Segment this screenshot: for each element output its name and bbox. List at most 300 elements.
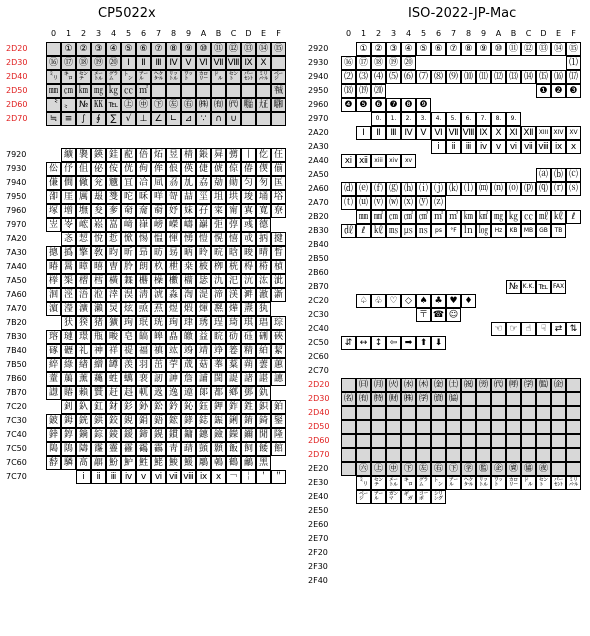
char-cell: 郞 [196,386,211,400]
char-cell: ￢ [226,470,241,484]
char-cell: 銧 [76,414,91,428]
char-cell: ⑩ [491,42,506,56]
char-cell [446,434,461,448]
char-cell: ⑾ [476,70,491,84]
char-cell: 惞 [121,232,136,246]
column-header: B [215,29,222,38]
char-cell: 釮 [106,400,121,414]
char-cell: 礰 [61,344,76,358]
char-cell: 賴 [76,386,91,400]
char-cell [431,238,446,252]
char-cell [506,266,521,280]
char-cell: ㈮ [431,378,446,392]
char-cell [551,560,566,574]
char-cell: ⅶ [166,470,181,484]
char-cell: ☎ [432,310,445,320]
char-cell: 絜 [271,344,286,358]
char-cell: ㈱ [196,98,211,112]
char-cell [46,400,61,414]
row-label: 7920 [6,150,27,159]
char-cell [476,294,491,308]
char-cell: ⒤ [416,182,431,196]
char-cell: 鉷 [91,414,106,428]
char-cell: 嵓 [106,218,121,232]
char-cell [506,336,521,350]
char-cell: ㎱ [416,224,431,238]
char-cell: 炅 [106,302,121,316]
char-cell [491,294,506,308]
char-cell: 匇 [256,176,271,190]
char-cell: 釚 [256,386,271,400]
char-cell: 﨓 [256,260,271,274]
char-cell: ⒀ [506,70,521,84]
char-cell: ㌦ [521,476,536,490]
char-cell: 錂 [106,428,121,442]
char-cell: Ⅺ [506,126,521,140]
char-cell: ㎤ [416,210,431,224]
char-cell [476,336,491,350]
char-cell: ⒫ [521,182,536,196]
char-cell [431,266,446,280]
char-cell [446,448,461,462]
char-cell: 皜 [136,330,151,344]
char-cell [521,392,536,406]
char-cell: ⑽ [461,70,476,84]
char-cell [521,238,536,252]
char-cell: 鋹 [196,148,211,162]
char-cell: 嶹 [181,218,196,232]
char-cell [536,518,551,532]
char-cell: ⑰ [356,56,371,70]
char-cell [446,490,461,504]
char-cell: ㎠ [401,210,416,224]
row-label: 7940 [6,178,27,187]
char-cell: ㈶ [386,392,401,406]
char-cell: 暲 [76,260,91,274]
char-cell: 鋻 [271,414,286,428]
char-cell [46,316,61,330]
char-cell: 皂 [121,330,136,344]
char-cell: 峵 [76,218,91,232]
char-cell [566,406,581,420]
char-cell: 靑 [166,442,181,456]
char-cell: ㎘ [371,224,386,238]
char-cell [341,140,356,154]
char-cell: ⑴ [566,56,581,70]
char-cell: ㌍ [506,476,521,490]
char-cell: ⒠ [356,182,371,196]
char-cell: 橳 [136,274,151,288]
char-cell: ⅻ [356,154,371,168]
char-cell: 涖 [91,288,106,302]
char-cell: ⑧ [461,42,476,56]
char-cell: 巐 [196,218,211,232]
row-label: 2A70 [308,198,329,207]
char-cell [356,112,371,126]
char-cell [341,168,356,182]
char-cell: ⅰ [76,470,91,484]
char-cell: ⑪ [211,42,226,56]
char-cell: 錥 [241,414,256,428]
char-cell [506,252,521,266]
char-cell [506,546,521,560]
char-cell: 3. [416,112,431,126]
char-cell [551,308,566,322]
char-cell: ❽ [401,98,416,112]
char-cell: ⬇ [431,336,446,350]
column-header: D [245,29,252,38]
row-label: 2C20 [308,296,329,305]
row-label: 7B50 [6,360,27,369]
char-cell [521,84,536,98]
row-label: 2A60 [308,184,329,193]
char-cell [476,448,491,462]
char-cell: 神 [91,344,106,358]
char-cell [461,196,476,210]
char-cell: xiii [371,154,386,168]
char-cell [461,252,476,266]
char-cell [551,392,566,406]
char-cell: 綷 [46,358,61,372]
char-cell [341,238,356,252]
char-cell: 厓 [61,190,76,204]
char-cell: ∮ [91,112,106,126]
char-cell: 橾 [151,274,166,288]
char-cell [506,490,521,504]
char-cell [506,392,521,406]
char-cell: Ⅱ [371,126,386,140]
char-cell [46,470,61,484]
char-cell [356,434,371,448]
char-cell [446,546,461,560]
char-cell: ⅳ [121,470,136,484]
char-cell [401,448,416,462]
char-cell: ㈽ [551,378,566,392]
char-cell [271,302,286,316]
char-cell: 顗 [196,442,211,456]
char-cell: 仡 [256,148,271,162]
char-cell [461,56,476,70]
char-cell: 羽 [136,358,151,372]
char-cell: 荿 [181,358,196,372]
char-cell [491,252,506,266]
char-cell: ❾ [416,98,431,112]
char-cell: 咊 [136,190,151,204]
char-cell [521,56,536,70]
char-cell: 9. [506,112,521,126]
char-cell: ⒦ [446,182,461,196]
char-cell [341,210,356,224]
row-label: 2C30 [308,310,329,319]
char-cell: ⒡ [371,182,386,196]
char-cell [401,238,416,252]
char-cell: ⒱ [371,196,386,210]
row-label: 2930 [308,58,329,67]
char-cell: 厲 [76,190,91,204]
char-cell: 錝 [91,428,106,442]
char-cell [476,504,491,518]
char-cell: ➡ [401,336,416,350]
char-cell [341,266,356,280]
char-cell [341,308,356,322]
char-cell: 髙 [76,456,91,470]
char-cell: 孖 [196,204,211,218]
char-cell [551,350,566,364]
char-cell [491,448,506,462]
char-cell: 忞 [61,232,76,246]
char-cell [566,364,581,378]
char-cell: ≡ [61,112,76,126]
char-cell: ㍑ [476,476,491,490]
char-cell: ⑮ [566,42,581,56]
char-cell [341,490,356,504]
char-cell: 霳 [91,442,106,456]
char-cell [551,112,566,126]
char-cell: 蕫 [46,372,61,386]
char-cell: 德 [256,218,271,232]
char-cell: 暠 [61,260,76,274]
char-cell: ㊮ [506,462,521,476]
char-cell: 倞 [226,162,241,176]
column-header: E [260,29,267,38]
char-cell: 垬 [226,190,241,204]
char-cell [536,350,551,364]
char-cell [476,560,491,574]
char-cell: ⒇ [371,84,386,98]
char-cell: ⅱ [91,470,106,484]
column-header: 9 [480,29,487,38]
char-cell [566,574,581,588]
char-cell [521,336,536,350]
char-cell [461,448,476,462]
char-cell [566,98,581,112]
char-cell: ⅵ [506,140,521,154]
char-cell: 敎 [91,246,106,260]
column-header: 6 [140,29,147,38]
char-cell [566,294,581,308]
char-cell: 昤 [196,246,211,260]
char-cell [356,560,371,574]
char-cell: ㊨ [431,462,446,476]
char-cell [566,224,581,238]
column-header: 1 [360,29,367,38]
char-cell [566,448,581,462]
char-cell [536,238,551,252]
char-cell: 凞 [211,302,226,316]
char-cell [461,546,476,560]
char-cell: ∫ [76,112,91,126]
row-label: 7970 [6,220,27,229]
char-cell: 魵 [106,456,121,470]
char-cell [566,112,581,126]
char-cell: 鄕 [226,386,241,400]
char-cell: ⑥ [431,42,446,56]
char-cell [506,532,521,546]
char-cell: 汜 [226,274,241,288]
char-cell: ⅶ [521,140,536,154]
char-cell: 枻 [166,260,181,274]
char-cell: ㌧ [121,70,136,84]
char-cell: 劜 [181,176,196,190]
char-cell: 燁 [226,302,241,316]
row-label: 2D60 [6,100,28,109]
char-cell: 竫 [211,344,226,358]
char-cell: ⑲ [91,56,106,70]
char-cell: 祥 [106,344,121,358]
char-cell [476,56,491,70]
char-cell: 鮱 [151,456,166,470]
char-cell [166,84,181,98]
char-cell: ⑩ [196,42,211,56]
char-cell [386,448,401,462]
char-cell: 柀 [196,260,211,274]
char-cell: ㍻ [271,84,286,98]
column-header: 2 [375,29,382,38]
char-cell: 4. [431,112,446,126]
char-cell [491,308,506,322]
char-cell [371,448,386,462]
char-cell: ⑮ [271,42,286,56]
char-cell: ♣ [431,294,446,308]
char-cell: 﨣 [121,386,136,400]
char-cell: 鎤 [151,428,166,442]
char-cell [551,154,566,168]
char-cell: ⅹ [566,140,581,154]
char-cell: 誾 [211,372,226,386]
char-cell [461,504,476,518]
char-cell: 1. [386,112,401,126]
char-cell [371,238,386,252]
char-cell: ㎥ [446,210,461,224]
row-label: 2E20 [308,464,329,473]
char-cell [356,406,371,420]
char-cell: K.K. [521,280,536,294]
char-cell: ∩ [211,112,226,126]
char-cell [401,560,416,574]
char-cell [506,56,521,70]
char-cell: 鉀 [211,400,226,414]
char-cell [461,84,476,98]
char-cell: ☝ [521,322,536,336]
char-cell: 鉎 [241,400,256,414]
char-cell: ㈷ [461,378,476,392]
char-cell: ℓ [356,224,371,238]
row-label: 2D30 [6,58,28,67]
char-cell [521,112,536,126]
char-cell [491,434,506,448]
char-cell: ㍍ [386,476,401,490]
char-cell: 抦 [256,232,271,246]
char-cell: ⑳ [106,56,121,70]
row-label: 7C70 [6,472,27,481]
char-cell: 鑈 [241,428,256,442]
column-header: 4 [110,29,117,38]
char-cell: ㎡ [431,210,446,224]
char-cell: 鍰 [121,428,136,442]
char-cell: 鸙 [241,456,256,470]
row-label: 2C40 [308,324,329,333]
char-cell: 甯 [226,204,241,218]
char-cell: 炫 [121,302,136,316]
char-cell: № [76,98,91,112]
char-cell: ⑼ [446,70,461,84]
char-cell [506,238,521,252]
char-cell: 伹 [76,162,91,176]
char-cell [476,532,491,546]
char-cell: ㌞ [416,490,431,504]
char-cell: ⒭ [551,182,566,196]
char-cell: ㌃ [371,490,386,504]
char-cell: ↔ [356,336,371,350]
char-cell: 鈐 [166,400,181,414]
char-cell: 鮻 [166,456,181,470]
char-cell [461,532,476,546]
char-cell [461,574,476,588]
row-label: 2F20 [308,548,328,557]
char-cell: 弴 [226,218,241,232]
char-cell: 僘 [76,176,91,190]
char-cell [461,406,476,420]
char-cell: 棈 [181,148,196,162]
char-cell: 杦 [151,260,166,274]
char-cell: 偆 [241,162,256,176]
char-cell [536,434,551,448]
char-cell: 鈺 [196,400,211,414]
char-cell: ＇ [256,470,271,484]
row-label: 2C70 [308,366,329,375]
char-cell [446,280,461,294]
char-cell: 愰 [211,232,226,246]
char-cell [386,546,401,560]
char-cell [46,42,61,56]
char-cell [461,308,476,322]
char-cell: ㍊ [256,70,271,84]
char-cell: 﨏 [271,190,286,204]
char-cell [476,266,491,280]
char-cell: ∪ [226,112,241,126]
char-cell: 嶸 [166,218,181,232]
char-cell [356,308,371,322]
char-cell: ㈹ [226,98,241,112]
char-cell [491,546,506,560]
char-cell: ㎗ [341,224,356,238]
char-cell: XIV [551,126,566,140]
char-cell [386,406,401,420]
char-cell [476,84,491,98]
char-cell: ℓ [566,210,581,224]
char-cell [506,504,521,518]
column-header: F [571,29,576,38]
char-cell: ⒜ [536,168,551,182]
char-cell: ❼ [386,98,401,112]
char-cell [566,420,581,434]
char-cell [401,406,416,420]
char-cell: 汯 [256,274,271,288]
char-cell [416,546,431,560]
char-cell: xv [401,154,416,168]
char-cell [431,168,446,182]
char-cell: 劯 [226,330,241,344]
char-cell: ⅵ [151,470,166,484]
char-cell [461,434,476,448]
char-cell: ㊦ [151,98,166,112]
char-cell: ㊯ [521,462,536,476]
char-cell: Ⅳ [401,126,416,140]
char-cell: ㎏ [506,210,521,224]
char-cell [536,266,551,280]
char-cell: ㎘ [551,210,566,224]
char-cell [371,350,386,364]
